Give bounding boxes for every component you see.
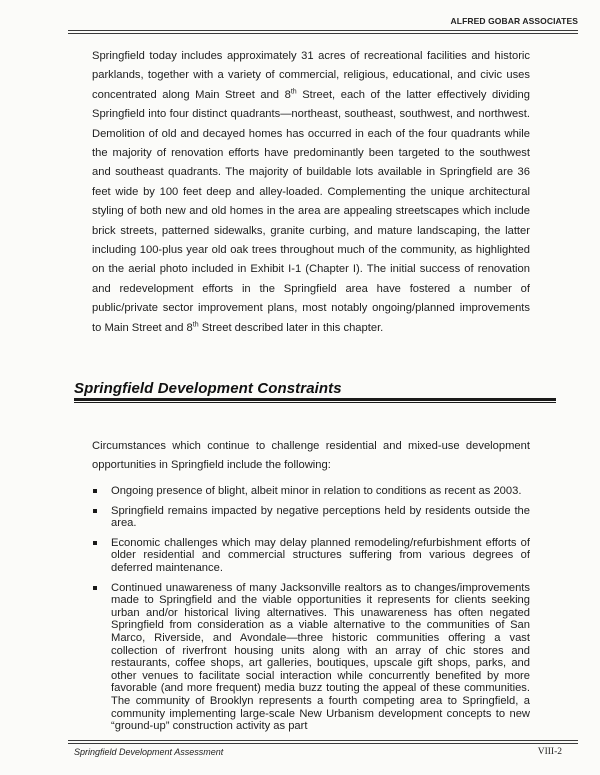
section-heading: Springfield Development Constraints: [74, 380, 342, 397]
body-paragraph-constraints-intro: Circumstances which continue to challenge residential and mixed-use development opportunities in Springfield include the following:: [92, 440, 530, 471]
constraints-bullet-list: [92, 485, 530, 740]
body-paragraph-intro: Springfield today includes approximately 31 acres of recreational facilities and historic parklands, together with a variety of commercial, religious, educational, and civic uses concentrated along Main Street and 8th Street, each of the latter effectively dividing Springfield into four distinct quadrants—northeast, southeast, southwest, and northwest. Demolition of old and decayed homes has occurred in each of the four quadrants while the majority of renovation efforts have predominantly been targeted to the southwest and southeast quadrants. The majority of buildable lots available in Springfield are 36 feet wide by 100 feet deep and alley-loaded. Complementing the unique architectural styling of both new and old homes in the area are appealing streetscapes which include brick streets, patterned sidewalks, granite curbing, and mature landscaping, the latter including 100-plus year old oak trees throughout much of the community, as highlighted on the aerial photo included in Exhibit I-1 (Chapter I). The initial success of renovation and redevelopment efforts in the Springfield area have fostered a number of public/private sector improvement plans, most notably ongoing/planned improvements to Main Street and 8th Street described later in this chapter.: [92, 50, 530, 334]
section-heading-rule: [74, 398, 556, 401]
square-bullet-icon: [93, 541, 97, 545]
header-rule: [68, 30, 578, 31]
header-company-name: ALFRED GOBAR ASSOCIATES: [450, 16, 578, 26]
footer-rule-secondary: [68, 743, 578, 744]
list-item: Ongoing presence of blight, albeit minor in relation to conditions as recent as 2003.: [92, 485, 530, 498]
square-bullet-icon: [93, 586, 97, 590]
footer-page-number: VIII-2: [537, 747, 562, 757]
section-heading-rule-thin: [74, 402, 556, 403]
list-item: Continued unawareness of many Jacksonville realtors as to changes/improvements made to Springfield and the viable opportunities it represents for clients seeking urban and/or historical living alternatives. This unawareness has often negated Springfield from consideration as a viable alternative to the communities of San Marco, Riverside, and Avondale—three historic communities offering a vast collection of riverfront housing units along with an array of chic stores and restaurants, coffee shops, art galleries, boutiques, upscale gift shops, parks, and other venues to facilitate social interaction while concurrently benefited by more favorable (and more frequent) media buzz touting the appeal of these communities. The community of Brooklyn represents a fourth competing area to Springfield, a community implementing large-scale New Urbanism development concepts to new “ground-up” construction activity as part: [92, 582, 530, 733]
list-item: Economic challenges which may delay planned remodeling/refurbishment efforts of older residential and commercial structures suffering from various degrees of deferred maintenance.: [92, 537, 530, 575]
square-bullet-icon: [93, 489, 97, 493]
square-bullet-icon: [93, 509, 97, 513]
list-item: Springfield remains impacted by negative perceptions held by residents outside the area.: [92, 505, 530, 530]
header-rule-secondary: [68, 33, 578, 34]
footer-rule: [68, 740, 578, 741]
footer-document-title: Springfield Development Assessment: [74, 747, 224, 757]
